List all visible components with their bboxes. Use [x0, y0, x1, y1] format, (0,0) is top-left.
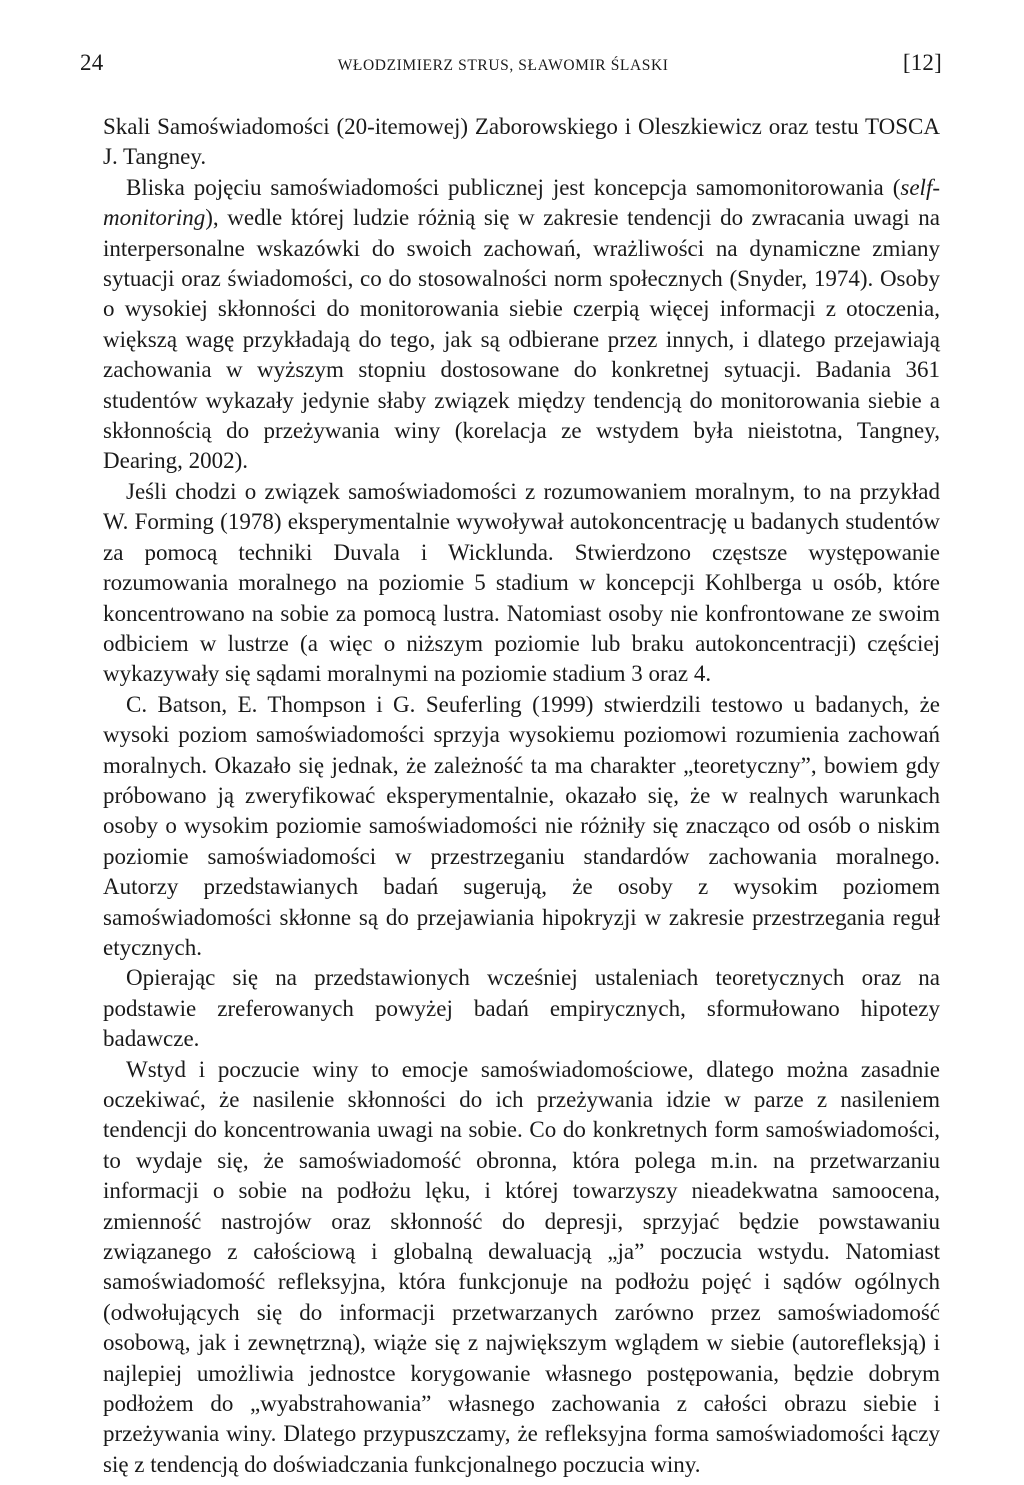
paragraph-text: Bliska pojęciu samoświadomości publicznej jest koncepcja samomonitorowania (	[126, 174, 901, 200]
paragraph-moral-reasoning: Jeśli chodzi o związek samoświadomości z rozumowaniem moralnym, to na przykład W. Forming (1978) eksperymentalnie wywoływał autokoncentrację u badanych studentów za pomocą techniki Duvala i Wicklunda. Stwierdzono częstsze występowanie rozumowania moralnego na poziomie 5 stadium w koncepcji Kohlberga u osób, które koncentrowano na sobie za pomocą lustra. Natomiast osoby nie konfrontowane ze swoim odbiciem w lustrze (a więc o niższym poziomie lub braku autokoncentracji) częściej wykazywały się sądami moralnymi na poziomie stadium 3 oraz 4.	[103, 478, 940, 687]
section-reference: [12]	[902, 50, 942, 75]
body-text	[103, 112, 940, 1480]
italic-term: self-monitoring	[103, 174, 940, 231]
running-title: WŁODZIMIERZ STRUS, SŁAWOMIR ŚLASKI	[337, 57, 669, 74]
paragraph-text: ), wedle której ludzie różnią się w zakresie tendencji do zwracania uwagi na interpersonalne wskazówki do swoich zachowań, wrażliwości na dynamiczne zmiany sytuacji oraz świadomości, co do stosowalności norm społecznych (Snyder, 1974). Osoby o wysokiej skłonności do monitorowania siebie czerpią więcej informacji z otoczenia, większą wagę przykładają do tego, jak są odbierane przez innych, i dlatego przejawiają zachowania w wyższym stopniu dostosowane do konkretnej sytuacji. Badania 361 studentów wykazały jedynie słaby związek między tendencją do monitorowania siebie a skłonnością do przeżywania winy (korelacja ze wstydem była nieistotna, Tangney, Dearing, 2002).	[103, 205, 940, 474]
paragraph-batson-study: C. Batson, E. Thompson i G. Seuferling (1999) stwierdzili testowo u badanych, że wysoki poziom samoświadomości sprzyja wysokiemu poziomowi rozumienia zachowań moralnych. Okazało się jednak, że zależność ta ma charakter „teoretyczny”, bowiem gdy próbowano ją zweryfikować eksperymentalnie, okazało się, że w realnych warunkach osoby o wysokim poziomie samoświadomości nie różniły się znacząco od osób o niskim poziomie samoświadomości w przestrzeganiu standardów zachowania moralnego. Autorzy przedstawianych badań sugerują, że osoby z wysokim poziomem samoświadomości skłonne są do przejawiania hipokryzji w zakresie przestrzegania reguł etycznych.	[103, 691, 940, 960]
paragraph-hypotheses-intro: Opierając się na przedstawionych wcześniej ustaleniach teoretycznych oraz na podstawie zreferowanych powyżej badań empirycznych, sformułowano hipotezy badawcze.	[103, 965, 940, 1052]
document-page	[80, 50, 942, 1480]
paragraph-self-monitoring	[103, 173, 940, 477]
paragraph-continuation: Skali Samoświadomości (20-itemowej) Zaborowskiego i Oleszkiewicz oraz testu TOSCA J. Tangney.	[103, 114, 940, 170]
paragraph-hypotheses: Wstyd i poczucie winy to emocje samoświadomościowe, dlatego można zasadnie oczekiwać, że nasilenie skłonności do ich przeżywania idzie w parze z nasileniem tendencji do koncentrowania uwagi na sobie. Co do konkretnych form samoświadomości, to wydaje się, że samoświadomość obronna, która polega m.in. na przetwarzaniu informacji o sobie na podłożu lęku, i której towarzyszy nieadekwatna samoocena, zmienność nastrojów oraz skłonność do depresji, sprzyjać będzie powstawaniu związanego z całościową i globalną dewaluacją „ja” poczucia wstydu. Natomiast samoświadomość refleksyjna, która funkcjonuje na podłożu pojęć i sądów ogólnych (odwołujących się do informacji przetwarzanych zarówno przez samoświadomość osobową, jak i zewnętrzną), wiąże się z największym wglądem w siebie (autorefleksją) i najlepiej umożliwia jednostce korygowanie własnego postępowania, będzie dobrym podłożem do „wyabstrahowania” własnego zachowania z całości obrazu siebie i przeżywania winy. Dlatego przypuszczamy, że refleksyjna forma samoświadomości łączy się z tendencją do doświadczania funkcjonalnego poczucia winy.	[103, 1056, 940, 1477]
page-number: 24	[80, 50, 104, 75]
running-header	[80, 50, 942, 90]
